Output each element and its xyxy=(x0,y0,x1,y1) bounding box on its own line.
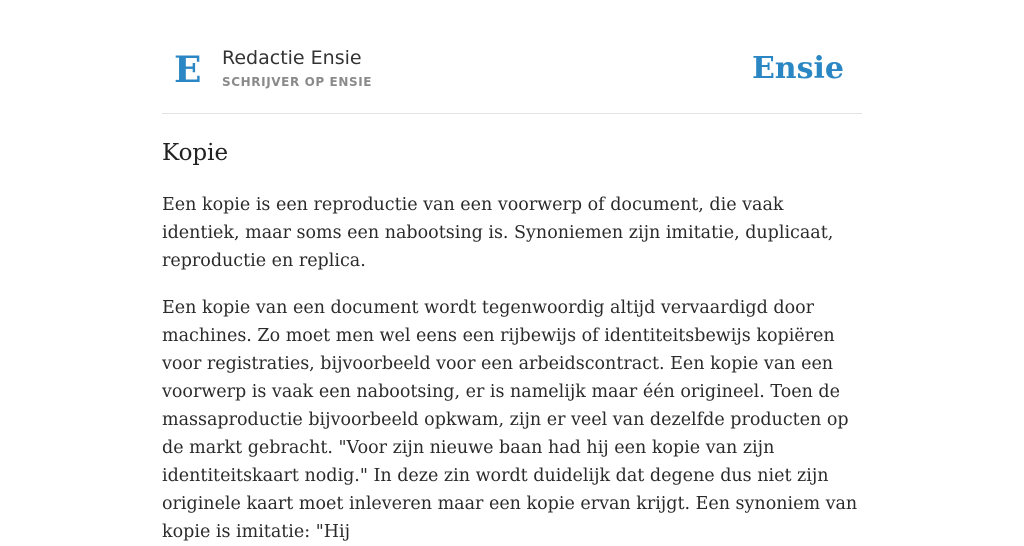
author-name[interactable]: Redactie Ensie xyxy=(222,47,362,69)
article-paragraph: Een kopie van een document wordt tegenwoordig altijd vervaardigd door machines. Zo moet men wel eens een rijbewijs of identiteitsbewijs kopiëren voor registraties, bijvoorbeeld voor een arbeidscontract. Een kopie van een voorwerp is vaak een nabootsing, er is namelijk maar één origineel. Toen de massaproductie bijvoorbeeld opkwam, zijn er veel van dezelfde producten op de markt gebracht. "Voor zijn nieuwe baan had hij een kopie van zijn identiteitskaart nodig." In deze zin wordt duidelijk dat degene dus niet zijn originele kaart moet inleveren maar een kopie ervan krijgt. Een synoniem van kopie is imitatie: "Hij xyxy=(162,298,858,542)
author-avatar[interactable]: E xyxy=(174,49,202,91)
article-paragraph: Een kopie is een reproductie van een voorwerp of document, die vaak identiek, maar soms een nabootsing is. Synoniemen zijn imitatie, duplicaat, reproductie en replica. xyxy=(162,195,834,271)
article-card xyxy=(162,0,862,546)
article-title: Kopie xyxy=(162,140,229,166)
author-role: SCHRIJVER OP ENSIE xyxy=(222,75,373,89)
article-header xyxy=(162,0,862,114)
brand-logo[interactable]: Ensie xyxy=(751,51,844,86)
